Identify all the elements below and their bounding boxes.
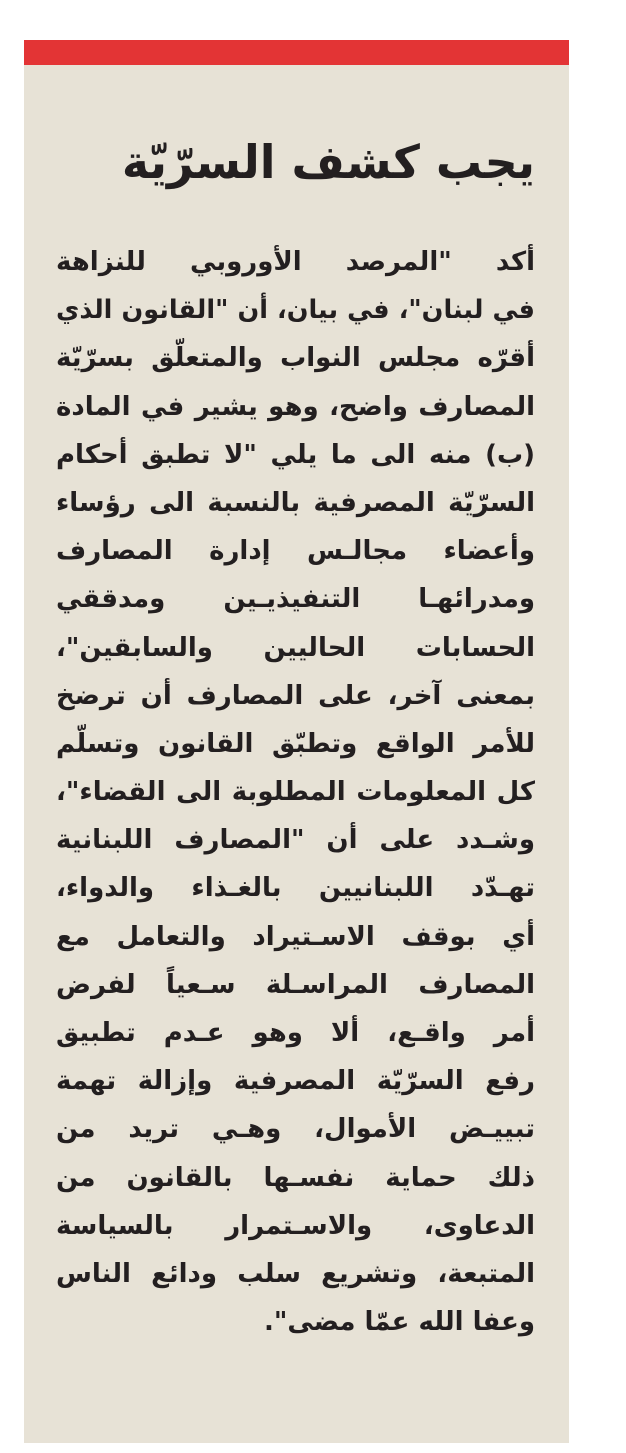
body-line: الدعاوى، والاسـتمرار بالسياسة bbox=[56, 1210, 535, 1241]
article-headline: يجب كشف السرّيّة bbox=[121, 135, 535, 189]
accent-bar bbox=[24, 40, 569, 65]
body-line: المصارف المراسـلة سـعياً لفرض bbox=[56, 969, 535, 1000]
body-line: وشـدد على أن "المصارف اللبنانية bbox=[56, 825, 535, 856]
body-line: أكد "المرصد الأوروبي للنزاهة bbox=[56, 247, 535, 277]
body-line: أي بوقف الاسـتيراد والتعامل مع bbox=[56, 921, 535, 952]
body-line: بمعنى آخر، على المصارف أن ترضخ bbox=[56, 680, 535, 711]
body-line: أقرّه مجلس النواب والمتعلّق بسرّيّة bbox=[56, 343, 535, 374]
article-body bbox=[56, 238, 535, 1346]
body-line: للأمر الواقع وتطبّق القانون وتسلّم bbox=[56, 728, 535, 759]
body-line: تبييـض الأموال، وهـي تريد من bbox=[56, 1114, 535, 1145]
body-line: المتبعة، وتشريع سلب ودائع الناس bbox=[56, 1258, 535, 1289]
body-line: المصارف واضح، وهو يشير في المادة bbox=[56, 391, 535, 422]
body-line: وأعضاء مجالـس إدارة المصارف bbox=[56, 536, 535, 567]
body-line: السرّيّة المصرفية بالنسبة الى رؤساء bbox=[56, 487, 535, 518]
body-line: وعفا الله عمّا مضى". bbox=[263, 1307, 535, 1338]
body-line: رفع السرّيّة المصرفية وإزالة تهمة bbox=[56, 1066, 535, 1097]
article-column bbox=[24, 40, 569, 1443]
body-line: في لبنان"، في بيان، أن "القانون الذي bbox=[56, 295, 535, 326]
body-line: كل المعلومات المطلوبة الى القضاء"، bbox=[56, 777, 535, 808]
body-line: ذلك حماية نفسـها بالقانون من bbox=[56, 1162, 535, 1193]
body-line: ومدرائهـا التنفيذيـين ومدققي bbox=[56, 584, 535, 615]
body-line: تهـدّد اللبنانيين بالغـذاء والدواء، bbox=[56, 873, 535, 904]
body-line: الحسابات الحاليين والسابقين"، bbox=[56, 632, 535, 663]
body-line: أمر واقـع، ألا وهو عـدم تطبيق bbox=[56, 1018, 535, 1048]
body-line: (ب) منه الى ما يلي "لا تطبق أحكام bbox=[56, 439, 535, 470]
